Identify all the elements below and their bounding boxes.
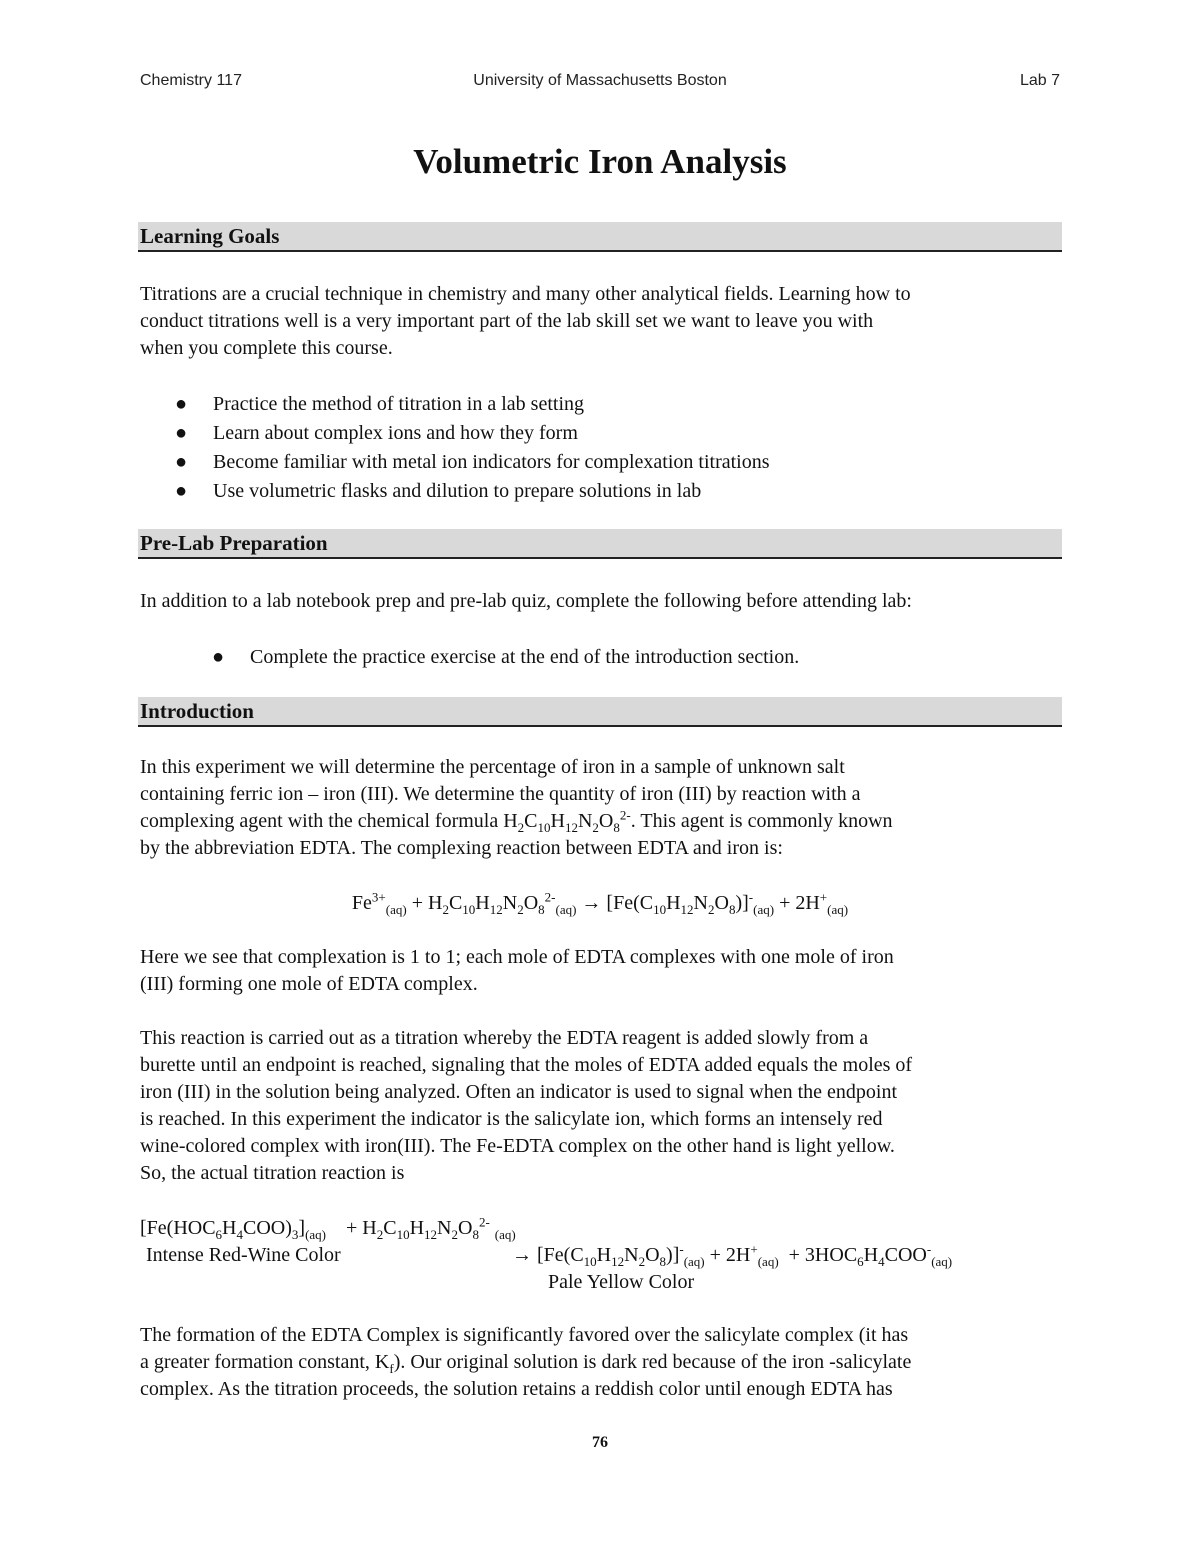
section-heading-introduction: Introduction (138, 697, 1062, 727)
paragraph-line: This reaction is carried out as a titration whereby the EDTA reagent is added slowly from a (140, 1027, 869, 1049)
bullet-icon: ● (175, 393, 188, 415)
paragraph-line: The formation of the EDTA Complex is significantly favored over the salicylate complex (it has (140, 1324, 909, 1346)
intro-paragraph-4 (140, 1322, 1062, 1403)
paragraph-line: iron (III) in the solution being analyzed. Often an indicator is used to signal when the endpoint (140, 1081, 898, 1103)
paragraph-line: Titrations are a crucial technique in chemistry and many other analytical fields. Learning how to (140, 283, 911, 305)
paragraph-line: conduct titrations well is a very important part of the lab skill set we want to leave you with (140, 310, 874, 332)
list-item: ● Become familiar with metal ion indicators for complexation titrations (175, 448, 770, 477)
prelab-list (212, 643, 799, 672)
document-title: Volumetric Iron Analysis (413, 142, 787, 181)
paragraph-line: In this experiment we will determine the percentage of iron in a sample of unknown salt (140, 756, 845, 778)
paragraph-line: when you complete this course. (140, 337, 393, 359)
paragraph-line: In addition to a lab notebook prep and pre-lab quiz, complete the following before attending lab: (140, 590, 912, 612)
paragraph-line: wine-colored complex with iron(III). The Fe-EDTA complex on the other hand is light yellow. (140, 1135, 895, 1157)
learning-goals-paragraph (140, 281, 1062, 362)
intro-paragraph-2 (140, 944, 1062, 998)
product-color-label: Pale Yellow Color (548, 1271, 695, 1293)
paragraph-line: Here we see that complexation is 1 to 1; each mole of EDTA complexes with one mole of iron (140, 946, 894, 968)
paragraph-line: So, the actual titration reaction is (140, 1162, 405, 1184)
titration-reactants: $[Fe(HOC_6H_4COO)_3]_{(aq)}$ + $H_2C_{10}H_{12}N_2O_8^{2-}$ $_{(aq)}$ (140, 1214, 516, 1242)
paragraph-line: complex. As the titration proceeds, the solution retains a reddish color until enough EDTA has (140, 1378, 893, 1400)
list-item: ● Practice the method of titration in a lab setting (175, 390, 770, 419)
list-item: ● Learn about complex ions and how they form (175, 419, 770, 448)
list-item: ● Use volumetric flasks and dilution to prepare solutions in lab (175, 477, 770, 506)
prelab-paragraph (140, 588, 1062, 615)
intro-paragraph-1 (140, 754, 1062, 862)
titration-products: → $[Fe(C_{10}H_{12}N_2O_8)]^-_{(aq)} + 2H^+_{(aq)} + 3HOC_6H_4COO^-_{(aq)}$ (512, 1241, 953, 1269)
paragraph-line: (III) forming one mole of EDTA complex. (140, 973, 478, 995)
header-lab-number: Lab 7 (1019, 72, 1060, 89)
header-course: Chemistry 117 (140, 72, 242, 89)
bullet-icon: ● (175, 451, 188, 473)
reactant-color-label: Intense Red-Wine Color (146, 1244, 341, 1266)
bullet-icon: ● (212, 646, 225, 668)
learning-goals-list (175, 390, 770, 506)
page-number: 76 (592, 1434, 608, 1451)
paragraph-line: a greater formation constant, $K_f$). Our original solution is dark red because of the iron -salicylate (140, 1351, 912, 1376)
section-heading-learning-goals: Learning Goals (138, 222, 1062, 252)
section-heading-prelab: Pre-Lab Preparation (138, 529, 1062, 559)
paragraph-line: is reached. In this experiment the indicator is the salicylate ion, which forms an intensely red (140, 1108, 883, 1130)
page-header (140, 72, 1060, 96)
list-item: ● Complete the practice exercise at the end of the introduction section. (212, 643, 799, 672)
paragraph-line: complexing agent with the chemical formula $H_2C_{10}H_{12}N_2O_8^{2-}$. This agent is commonly known (140, 807, 893, 835)
bullet-icon: ● (175, 480, 188, 502)
header-university: University of Massachusetts Boston (473, 72, 727, 89)
bullet-icon: ● (175, 422, 188, 444)
paragraph-line: containing ferric ion – iron (III). We determine the quantity of iron (III) by reaction with a (140, 783, 861, 805)
paragraph-line: by the abbreviation EDTA. The complexing reaction between EDTA and iron is: (140, 837, 783, 859)
edta-iron-equation: $Fe^{3+}_{(aq)} + H_2C_{10}H_{12}N_2O_8^{2-}_{(aq)} \to [Fe(C_{10}H_{12}N_2O_8)]^-_{(aq)} + 2H^+_{(aq)}$ (351, 889, 849, 917)
paragraph-line: burette until an endpoint is reached, signaling that the moles of EDTA added equals the moles of (140, 1054, 913, 1076)
intro-paragraph-3 (140, 1025, 1062, 1187)
edta-formula: $H_2C_{10}H_{12}N_2O_8^{2-}$ (503, 807, 631, 835)
